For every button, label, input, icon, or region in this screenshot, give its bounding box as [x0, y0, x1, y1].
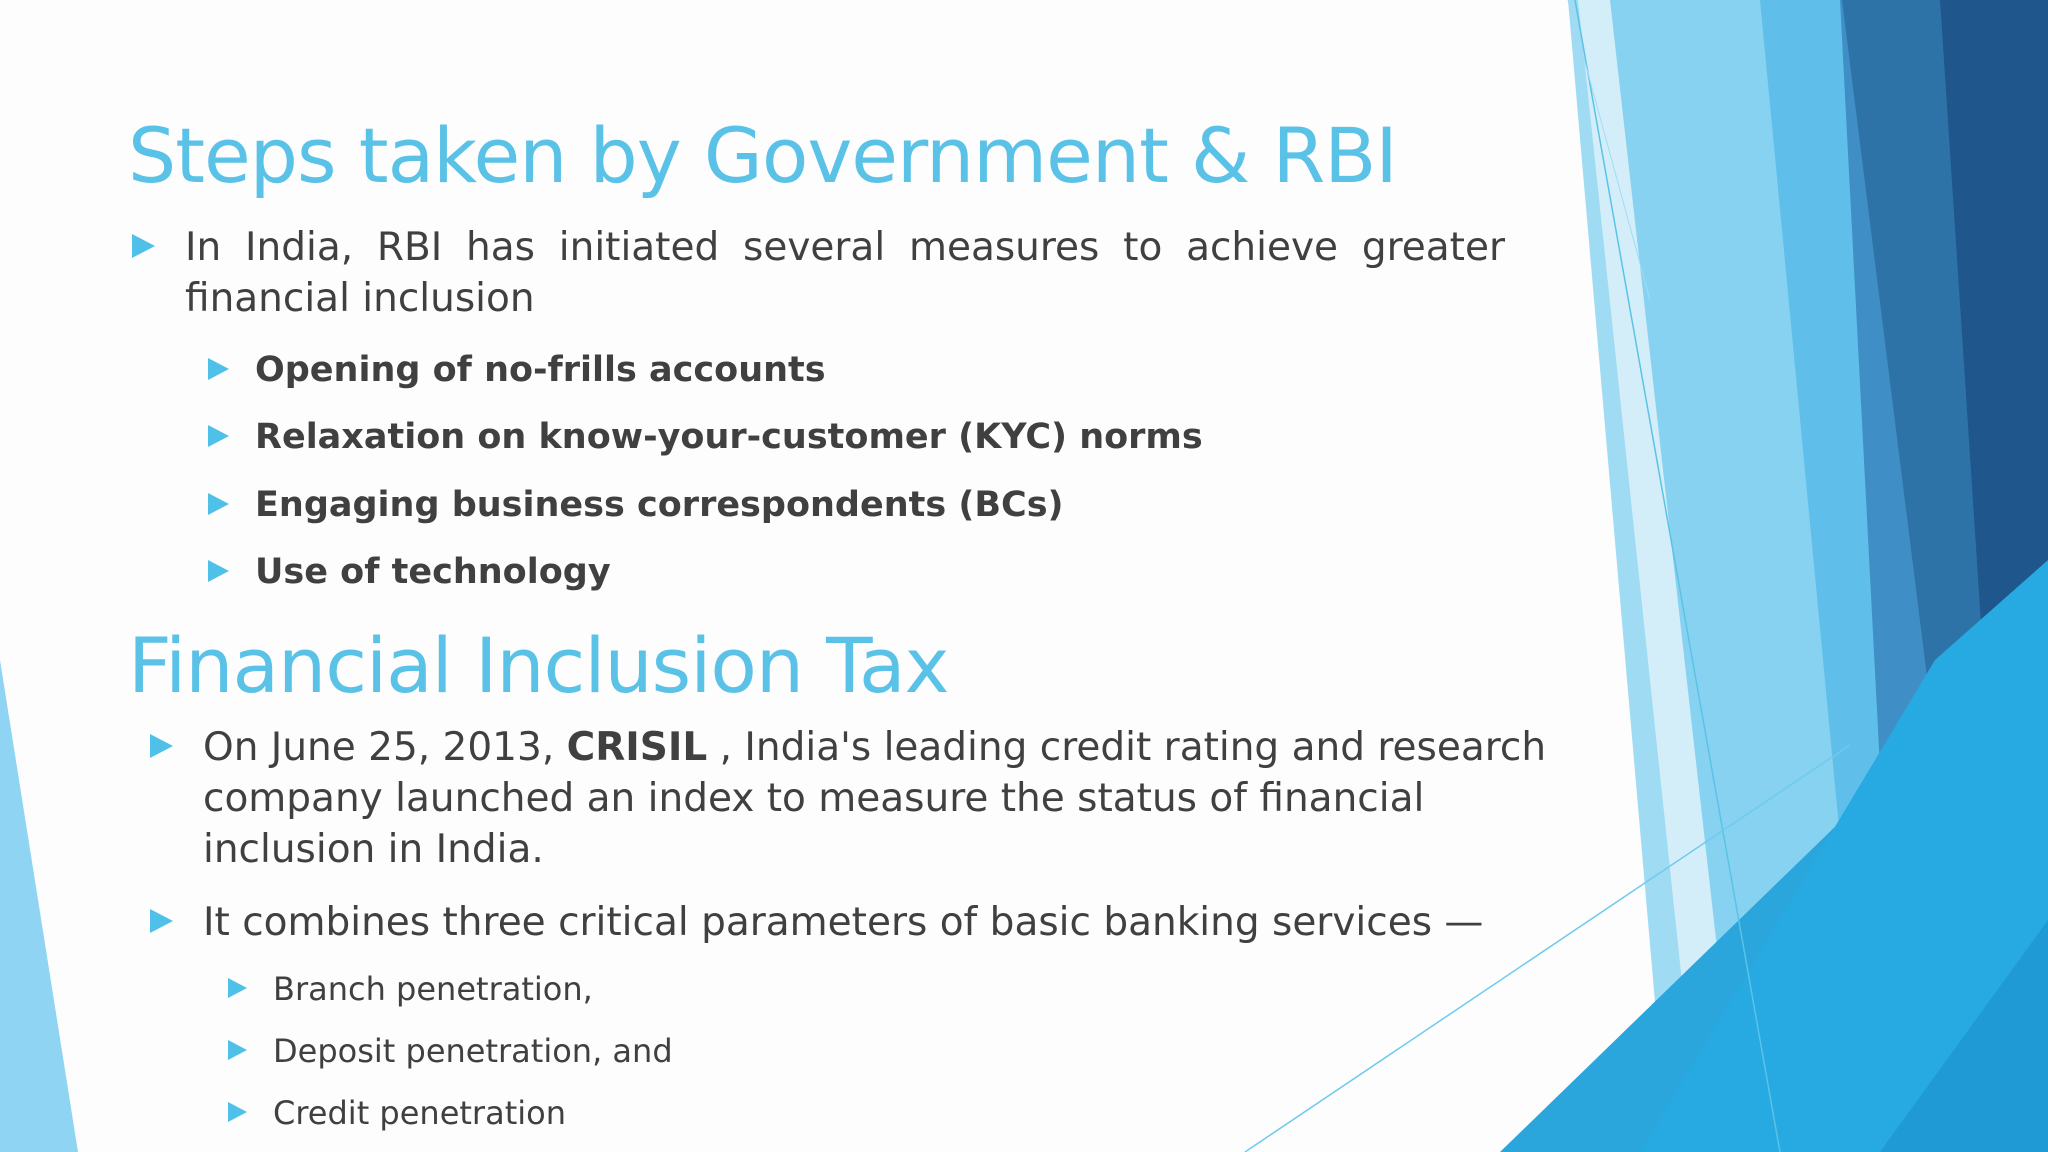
sub-bullet-text: Use of technology	[255, 552, 611, 592]
sub-bullet-text: Opening of no-frills accounts	[255, 350, 826, 390]
sub-bullet-item	[208, 348, 826, 392]
sub-bullet-text: Engaging business correspondents (BCs)	[255, 485, 1064, 525]
bullet-arrow-icon	[208, 493, 229, 515]
bullet-arrow-icon	[228, 1102, 247, 1122]
bullet-text	[203, 722, 1573, 875]
crisil-emphasis: CRISIL	[566, 725, 708, 770]
bullet-arrow-icon	[228, 1040, 247, 1060]
sub-bullet-text: Credit penetration	[273, 1094, 566, 1132]
bullet-arrow-icon	[228, 978, 247, 998]
bullet-arrow-icon	[208, 425, 229, 447]
bullet-arrow-icon	[150, 734, 173, 758]
sub-bullet-item	[228, 1031, 673, 1071]
sub-bullet-item	[208, 550, 611, 594]
section-title-financial-inclusion-tax: Financial Inclusion Tax	[128, 621, 949, 710]
bullet-text-prefix: On June 25, 2013,	[203, 725, 567, 770]
sub-bullet-item	[228, 969, 593, 1009]
bullet-rbi-intro	[132, 222, 1505, 324]
sub-bullet-text: Branch penetration,	[273, 970, 593, 1008]
bullet-crisil	[150, 722, 1573, 875]
sub-bullet-item	[208, 483, 1064, 527]
bullet-arrow-icon	[208, 560, 229, 582]
sub-bullet-text: Relaxation on know-your-customer (KYC) norms	[255, 417, 1203, 457]
bullet-parameters	[150, 897, 1483, 948]
bullet-text: In India, RBI has initiated several measures to achieve greater financial inclusion	[185, 225, 1505, 321]
bullet-text-suffix: , India's leading credit rating and research company launched an index to measure the status of financial inclusion in India.	[203, 725, 1547, 872]
section-title-steps: Steps taken by Government & RBI	[128, 111, 1397, 200]
sub-bullet-item	[208, 415, 1203, 459]
facet-left-edge	[0, 660, 78, 1152]
sub-bullet-text: Deposit penetration, and	[273, 1032, 673, 1070]
bullet-text: It combines three critical parameters of basic banking services —	[203, 900, 1484, 945]
sub-bullet-item	[228, 1093, 566, 1133]
bullet-arrow-icon	[132, 234, 155, 258]
bullet-arrow-icon	[208, 358, 229, 380]
bullet-arrow-icon	[150, 909, 173, 933]
